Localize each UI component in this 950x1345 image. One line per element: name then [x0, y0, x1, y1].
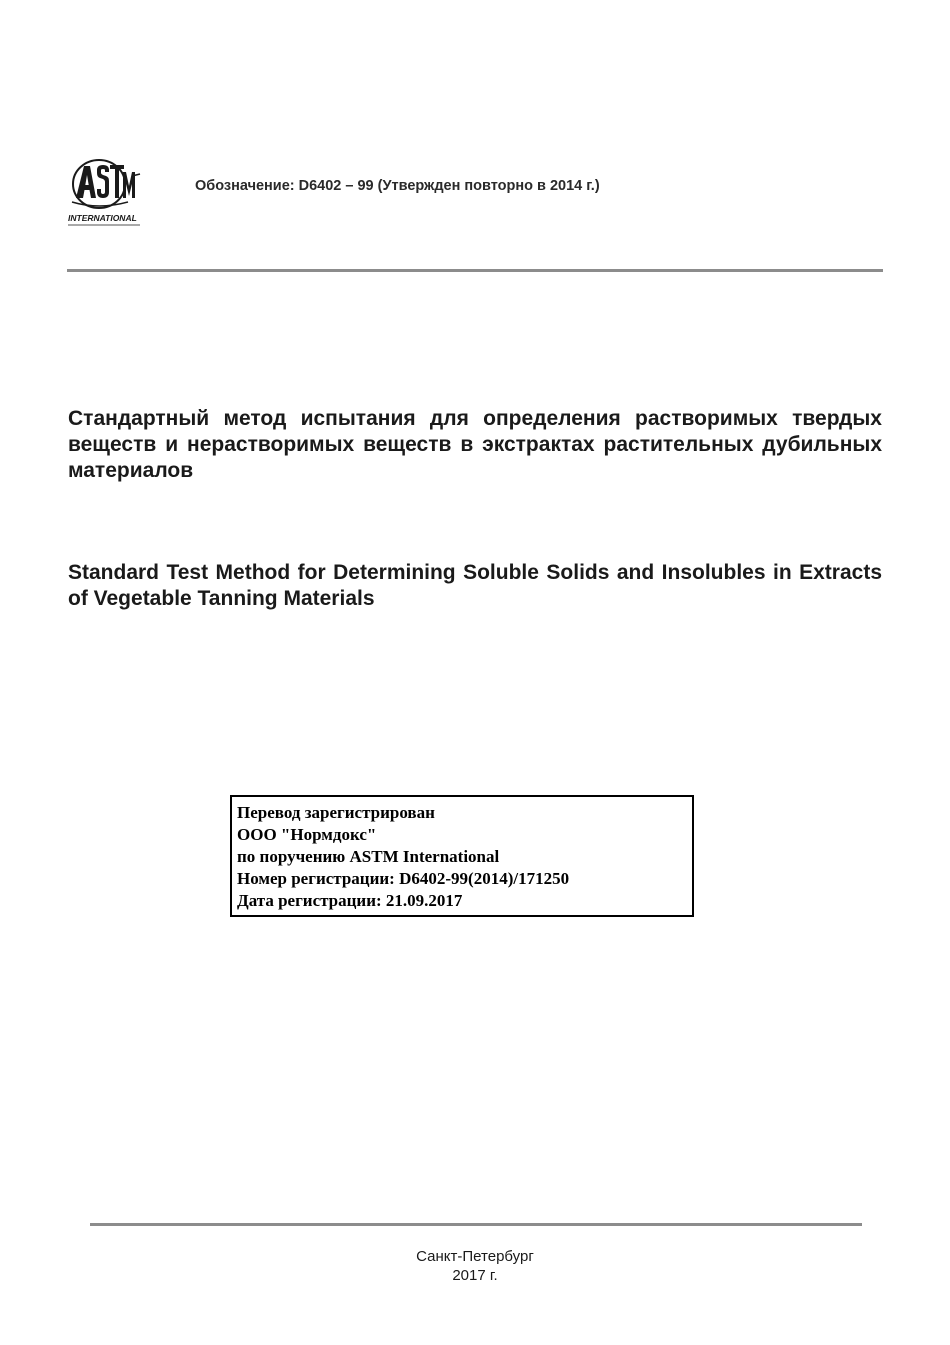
astm-logo	[66, 158, 144, 228]
registration-lines	[237, 802, 569, 912]
registration-line-commission: по поручению ASTM International	[237, 847, 500, 866]
registration-box	[230, 795, 694, 917]
footer-divider	[90, 1223, 862, 1226]
header-divider	[67, 269, 883, 272]
document-designation: Обозначение: D6402 – 99 (Утвержден повторно в 2014 г.)	[195, 178, 600, 194]
title-russian: Стандартный метод испытания для определения растворимых твердых веществ и нерастворимых веществ в экстрактах растительных дубильных материалов	[68, 407, 882, 482]
registration-line-registered: Перевод зарегистрирован	[237, 803, 435, 822]
astm-logo-icon	[66, 158, 144, 228]
footer-city: Санкт-Петербург	[416, 1248, 534, 1265]
svg-text:INTERNATIONAL: INTERNATIONAL	[68, 213, 137, 223]
title-english: Standard Test Method for Determining Soluble Solids and Insolubles in Extracts of Vegetable Tanning Materials	[68, 561, 882, 610]
registration-line-date: Дата регистрации: 21.09.2017	[237, 891, 463, 910]
footer-year: 2017 г.	[452, 1267, 498, 1284]
registration-line-number: Номер регистрации: D6402-99(2014)/171250	[237, 869, 570, 888]
registration-line-company: ООО "Нормдокс"	[237, 825, 377, 844]
